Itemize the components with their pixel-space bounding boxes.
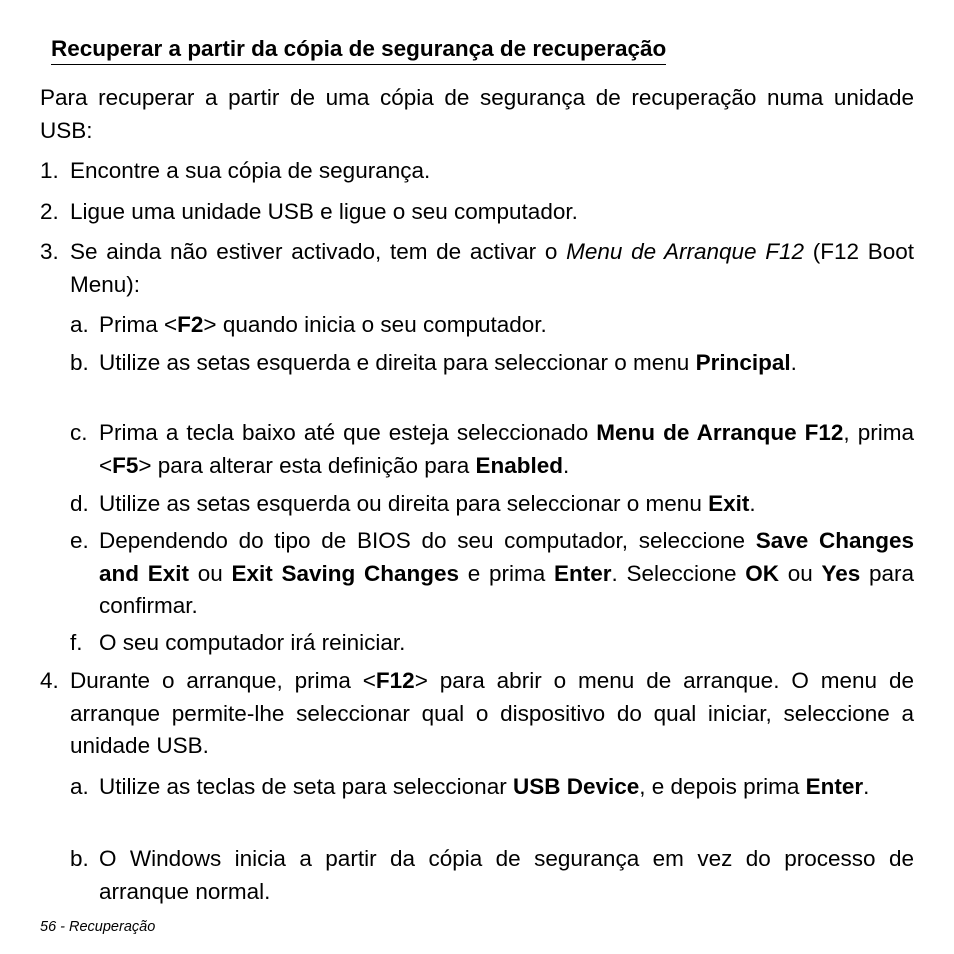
substep-text <box>99 347 914 380</box>
substep-3c <box>70 417 914 482</box>
text-run: ou <box>779 560 822 586</box>
option-name: OK <box>745 560 779 586</box>
step-4 <box>40 665 914 763</box>
option-name: Save Changes and Exit <box>99 528 914 586</box>
substep-text <box>99 417 914 482</box>
text-run: . <box>790 350 797 375</box>
text-run: Utilize as setas esquerda e direita para seleccionar o menu <box>99 350 696 375</box>
text-run: Se ainda não estiver activado, tem de activar o <box>70 239 567 264</box>
substep-text <box>99 309 914 342</box>
document-page <box>40 0 914 954</box>
key-name: F12 <box>375 668 415 693</box>
substep-letter: d. <box>70 491 89 516</box>
text-run: > para alterar esta definição para <box>138 452 476 478</box>
key-name: Enter <box>553 560 612 586</box>
step-text <box>70 236 914 301</box>
page-footer: 56 - Recuperação <box>40 919 156 935</box>
step-text: Ligue uma unidade USB e ligue o seu computador. <box>70 199 578 224</box>
step-2 <box>40 196 914 229</box>
substep-4a <box>70 771 914 804</box>
text-run: , prima < <box>99 420 914 478</box>
substep-letter: b. <box>70 350 89 375</box>
key-name: Enter <box>805 774 864 799</box>
step-1 <box>40 155 914 188</box>
menu-name: Principal <box>695 350 791 375</box>
substep-3b <box>70 347 914 380</box>
text-run: > quando inicia o seu computador. <box>203 312 547 337</box>
text-run: Durante o arranque, prima < <box>70 668 376 693</box>
substep-text: O seu computador irá reiniciar. <box>99 630 406 655</box>
step-number: 3. <box>40 239 59 264</box>
substep-3e <box>70 525 914 623</box>
menu-name: Menu de Arranque F12 <box>596 420 844 445</box>
option-name: Exit Saving Changes <box>231 560 459 586</box>
text-run: Utilize as teclas de seta para seleccionar <box>99 774 513 799</box>
text-run: . <box>863 774 870 799</box>
text-run: e prima <box>459 560 554 586</box>
text-run: ou <box>189 560 232 586</box>
text-run: (F12 Boot Menu): <box>70 239 914 297</box>
text-run: Prima a tecla baixo até que esteja seleccionado <box>99 420 597 445</box>
substep-3d <box>70 488 914 521</box>
substep-text: O Windows inicia a partir da cópia de segurança em vez do processo de arranque normal. <box>99 846 914 904</box>
text-run: Utilize as setas esquerda ou direita para seleccionar o menu <box>99 491 709 516</box>
step-number: 4. <box>40 668 59 693</box>
substep-letter: a. <box>70 312 89 337</box>
substep-text <box>99 488 914 521</box>
substep-letter: f. <box>70 630 83 655</box>
option-name: Yes <box>821 560 861 586</box>
substep-letter: e. <box>70 528 89 553</box>
key-name: F5 <box>112 452 139 478</box>
section-heading: Recuperar a partir da cópia de segurança de recuperação <box>51 34 666 65</box>
substep-letter: a. <box>70 774 89 799</box>
text-run: para confirmar. <box>99 560 915 618</box>
substep-text <box>99 771 914 804</box>
setting-value: Enabled <box>475 452 564 478</box>
step-text: Encontre a sua cópia de segurança. <box>70 158 431 183</box>
text-run: . Seleccione <box>611 560 746 586</box>
step-text <box>70 665 914 763</box>
text-run: . <box>563 452 570 478</box>
text-run: Prima < <box>99 312 178 337</box>
text-run: Dependendo do tipo de BIOS do seu computador, seleccione <box>99 528 756 553</box>
emphasis-text: Menu de Arranque F12 <box>566 239 805 264</box>
step-number: 1. <box>40 158 59 183</box>
substep-letter: c. <box>70 420 88 445</box>
menu-name: Exit <box>708 491 750 516</box>
substep-4b <box>70 843 914 908</box>
key-name: F2 <box>177 312 204 337</box>
intro-paragraph: Para recuperar a partir de uma cópia de segurança de recuperação numa unidade USB: <box>40 85 914 143</box>
substep-3a <box>70 309 914 342</box>
text-run: > para abrir o menu de arranque. O menu de arranque permite-lhe seleccionar qual o dispositivo do qual iniciar, seleccione a unidade USB. <box>70 668 914 758</box>
text-run: . <box>749 491 756 516</box>
substep-letter: b. <box>70 846 89 871</box>
option-name: USB Device <box>512 774 640 799</box>
text-run: , e depois prima <box>639 774 806 799</box>
substep-text <box>99 525 914 623</box>
substep-3f <box>70 627 914 660</box>
step-number: 2. <box>40 199 59 224</box>
step-3 <box>40 236 914 301</box>
